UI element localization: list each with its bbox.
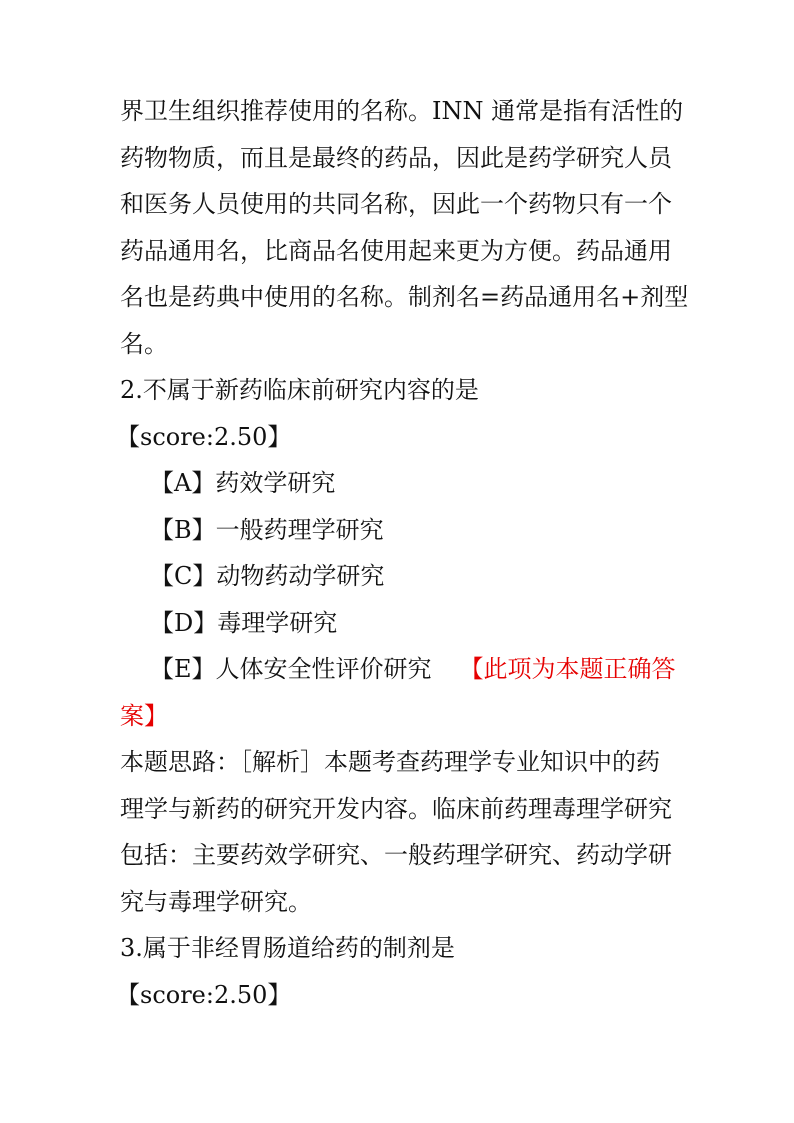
correct-answer-mark: 【此项为本题正确答 — [459, 655, 676, 683]
document-page — [116, 88, 689, 1018]
option-c: 【C】动物药动学研究 — [150, 562, 385, 590]
explanation-line: 包括：主要药效学研究、一般药理学研究、药动学研 — [120, 841, 672, 869]
explanation-line: 和医务人员使用的共同名称，因此一个药物只有一个 — [120, 190, 672, 218]
explanation-line: 界卫生组织推荐使用的名称。INN 通常是指有活性的 — [120, 97, 684, 125]
explanation-line: 名。 — [120, 329, 168, 358]
explanation-line: 药品通用名，比商品名使用起来更为方便。药品通用 — [120, 236, 672, 265]
explanation-line: 本题思路：［解析］本题考查药理学专业知识中的药 — [120, 748, 660, 776]
explanation-line: 药物物质，而且是最终的药品，因此是药学研究人员 — [120, 143, 672, 172]
question-3-text: 3.属于非经胃肠道给药的制剂是 — [120, 934, 455, 962]
question-2-text: 2.不属于新药临床前研究内容的是 — [120, 376, 479, 404]
correct-answer-mark-cont: 案】 — [120, 701, 168, 730]
explanation-line: 理学与新药的研究开发内容。临床前药理毒理学研究 — [120, 794, 672, 823]
option-e-label: 【E】人体安全性评价研究 — [150, 655, 432, 683]
explanation-line: 名也是药典中使用的名称。制剂名=药品通用名+剂型 — [120, 283, 689, 311]
question-2-score: 【score:2.50】 — [116, 422, 292, 451]
explanation-line: 究与毒理学研究。 — [120, 887, 312, 916]
option-d: 【D】毒理学研究 — [150, 608, 338, 637]
question-3-score: 【score:2.50】 — [116, 980, 292, 1009]
option-e — [120, 646, 676, 693]
option-b: 【B】一般药理学研究 — [150, 515, 384, 544]
option-a: 【A】药效学研究 — [150, 469, 336, 497]
